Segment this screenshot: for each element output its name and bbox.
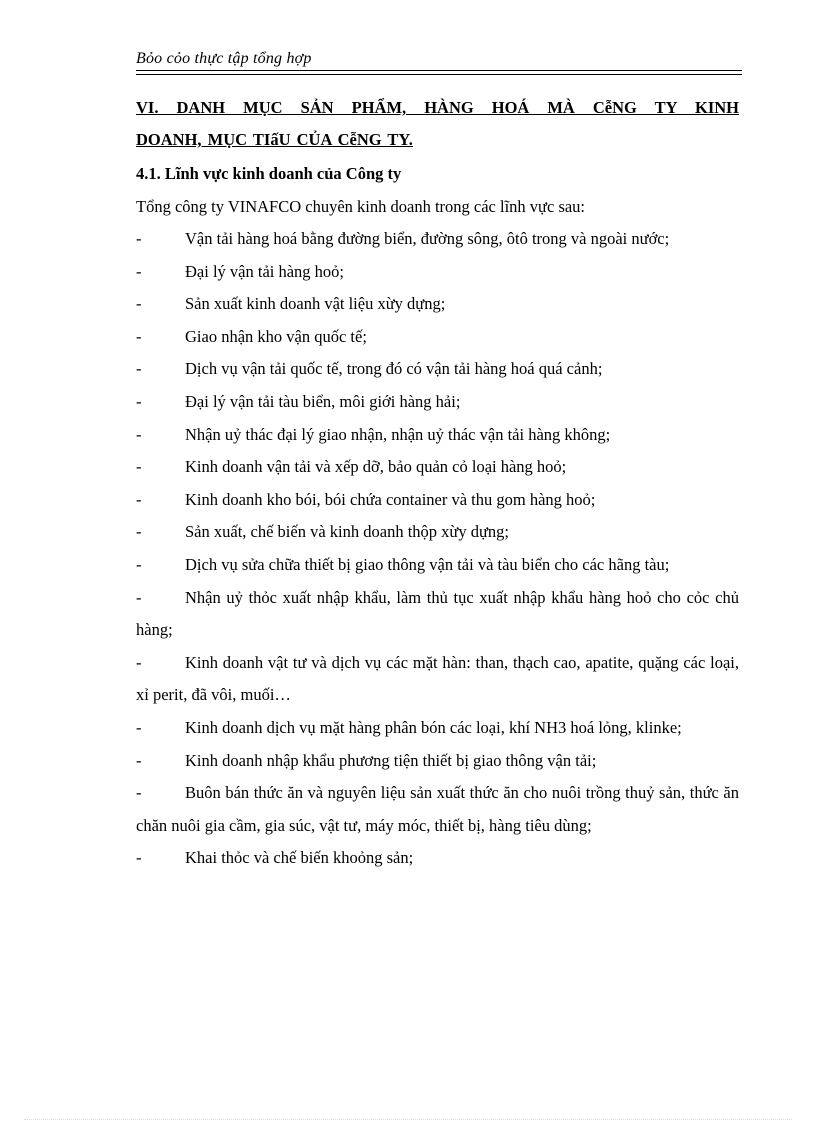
list-item-text: Sản xuất kinh doanh vật liệu xừy dựng; [185,294,446,314]
bullet-dash: - [136,587,142,607]
list-item-text: Dịch vụ sửa chữa thiết bị giao thông vận tải và tàu biển cho các hãng tàu; [185,554,670,574]
section-heading-line-1: VI. DANH MỤC SẢN PHẨM, HÀNG HOÁ MÀ CễNG TY KINH [136,98,739,117]
section-heading-line-2: DOANH, MỤC TIấU CỦA CễNG TY. [136,130,413,149]
list-item-text: Nhận uỷ thác đại lý giao nhận, nhận uỷ thác vận tải hàng không; [185,424,611,444]
list-item [136,549,739,582]
list-item-text: Sản xuất, chế biến và kinh doanh thộp xừy dựng; [185,522,509,542]
list-item [136,256,739,289]
list-item [136,484,739,517]
list-item [136,321,739,354]
list-item [136,223,739,256]
bullet-dash: - [136,261,142,281]
list-item-text: Kinh doanh vận tải và xếp dỡ, bảo quản cỏ loại hàng hoỏ; [185,457,567,477]
list-item-text: Đại lý vận tải hàng hoỏ; [185,261,345,281]
section-heading [136,92,739,156]
bullet-dash: - [136,424,142,444]
list-item [136,712,739,745]
bullet-dash: - [136,391,142,411]
list-item-text: Vận tải hàng hoá bằng đường biển, đường sông, ôtô trong và ngoài nước; [185,229,670,248]
document-body [136,92,739,875]
bullet-dash: - [136,522,142,542]
bullet-dash: - [136,717,142,737]
bullet-dash: - [136,489,142,509]
bullet-dash: - [136,750,142,770]
bullet-dash: - [136,359,142,379]
bullet-dash: - [136,229,142,248]
list-item-text: Đại lý vận tải tàu biển, môi giới hàng hải; [185,391,461,411]
list-item [136,745,739,778]
list-item-text: Nhận uỷ thỏc xuất nhập khẩu, làm thủ tục xuất nhập khẩu hàng hoỏ cho cỏc chủ hàng; [136,587,739,640]
bullet-dash: - [136,783,142,803]
bullet-dash: - [136,652,142,672]
list-item [136,353,739,386]
business-lines-list [136,223,739,875]
bullet-dash: - [136,326,142,346]
list-item [136,582,739,647]
bullet-dash: - [136,848,142,868]
list-item [136,419,739,452]
list-item-text: Buôn bán thức ăn và nguyên liệu sản xuất thức ăn cho nuôi trồng thuỷ sản, thức ăn chăn nuôi gia cầm, gia súc, vật tư, máy móc, thiết bị, hàng tiêu dùng; [136,783,739,835]
list-item-text: Kinh doanh vật tư và dịch vụ các mặt hàn: than, thạch cao, apatite, quặng các loại, xỉ perit, đã vôi, muối… [136,652,739,705]
list-item-text: Khai thỏc và chế biến khoỏng sản; [185,848,414,868]
header-double-rule [136,70,742,75]
list-item [136,288,739,321]
list-item [136,386,739,419]
list-item [136,451,739,484]
bullet-dash: - [136,554,142,574]
intro-paragraph: Tổng công ty VINAFCO chuyên kinh doanh trong các lĩnh vực sau: [136,197,586,216]
list-item [136,516,739,549]
list-item-text: Giao nhận kho vận quốc tế; [185,326,367,346]
list-item-text: Kinh doanh nhập khẩu phương tiện thiết bị giao thông vận tải; [185,750,597,770]
list-item-text: Kinh doanh kho bói, bói chứa container và thu gom hàng hoỏ; [185,489,596,509]
bullet-dash: - [136,457,142,477]
list-item [136,647,739,712]
page-bottom-dotted-rule [24,1119,792,1120]
running-header: Bỏo cỏo thực tập tổng hợp [136,50,312,67]
list-item-text: Kinh doanh dịch vụ mặt hàng phân bón các loại, khí NH3 hoá lỏng, klinke; [185,717,682,737]
list-item-text: Dịch vụ vận tải quốc tế, trong đó có vận tải hàng hoá quá cảnh; [185,359,603,379]
subsection-heading: 4.1. Lĩnh vực kinh doanh của Công ty [136,164,402,183]
bullet-dash: - [136,294,142,314]
list-item [136,842,739,875]
list-item [136,777,739,842]
